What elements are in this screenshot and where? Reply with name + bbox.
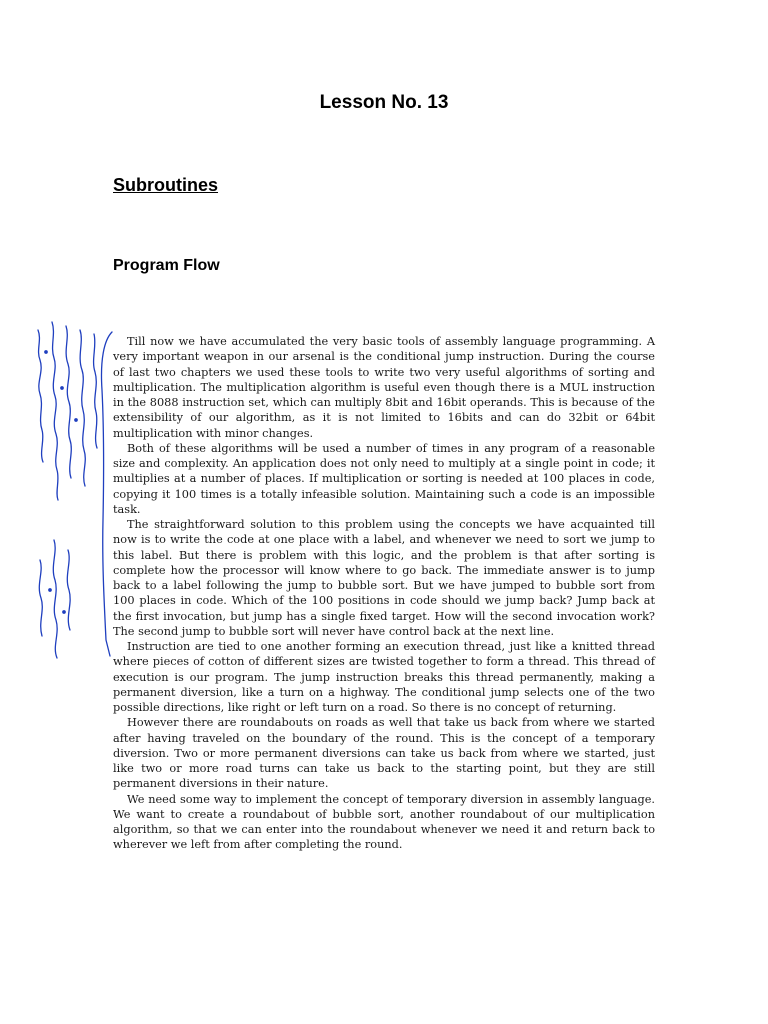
subsection-title: Program Flow [113, 257, 220, 274]
handwriting-stroke [94, 334, 97, 448]
body-text [113, 334, 655, 853]
handwriting-stroke [39, 560, 42, 636]
handwriting-stroke [52, 322, 58, 500]
margin-bracket [101, 332, 112, 656]
handwriting-stroke [67, 550, 70, 630]
lesson-title: Lesson No. 13 [319, 92, 449, 113]
handwriting-stroke [38, 330, 43, 462]
paragraph: However there are roundabouts on roads as well that take us back from where we started after having traveled on the boundary of the round. This is the concept of a temporary diversion. Two or more permanent diversions can take us back from where we started, just like two or more road turns can take us back to the starting point, but they are still permanent diversions in their nature. [113, 716, 655, 791]
handwriting-stroke [66, 326, 71, 478]
section-title: Subroutines [113, 175, 219, 195]
paragraph: The straightforward solution to this problem using the concepts we have acquainted till now is to write the code at one place with a label, and whenever we need to sort we jump to this label. But there is problem with this logic, and the problem is that after sorting is complete how the processor will know where to go back. The immediate answer is to jump back to a label following the jump to bubble sort. But we have jumped to bubble sort from 100 places in code. Which of the 100 positions in code should we jump back? Jump back at the first invocation, but jump has a single fixed target. How will the second invocation work? The second jump to bubble sort will never have control back at the next line. [113, 518, 655, 638]
paragraph: Till now we have accumulated the very basic tools of assembly language programming. A very important weapon in our arsenal is the conditional jump instruction. During the course of last two chapters we used these tools to write two very useful algorithms of sorting and multiplication. The multiplication algorithm is useful even though there is a MUL instruction in the 8088 instruction set, which can multiply 8bit and 16bit operands. This is because of the extensibility of our algorithm, as it is not limited to 16bits and can do 32bit or 64bit multiplication with minor changes. [113, 335, 655, 440]
paragraph: Instruction are tied to one another forming an execution thread, just like a knitted thread where pieces of cotton of different sizes are twisted together to form a thread. This thread of execution is our program. The jump instruction breaks this thread permanently, making a permanent diversion, like a turn on a highway. The conditional jump selects one of the two possible directions, like right or left turn on a road. So there is no concept of returning. [113, 640, 655, 714]
paragraph: Both of these algorithms will be used a number of times in any program of a reasonable size and complexity. An application does not only need to multiply at a single point in code; it multiplies at a number of places. If multiplication or sorting is needed at 100 places in code, copying it 100 times is a totally infeasible solution. Maintaining such a code is an impossible task. [113, 441, 655, 516]
handwriting-stroke [80, 330, 85, 486]
handwriting-stroke [53, 540, 57, 658]
paragraph: We need some way to implement the concept of temporary diversion in assembly language. We want to create a roundabout of bubble sort, another roundabout of our multiplication algorithm, so that we can enter into the roundabout whenever we need it and return back to wherever we left from after completing the round. [113, 792, 655, 852]
